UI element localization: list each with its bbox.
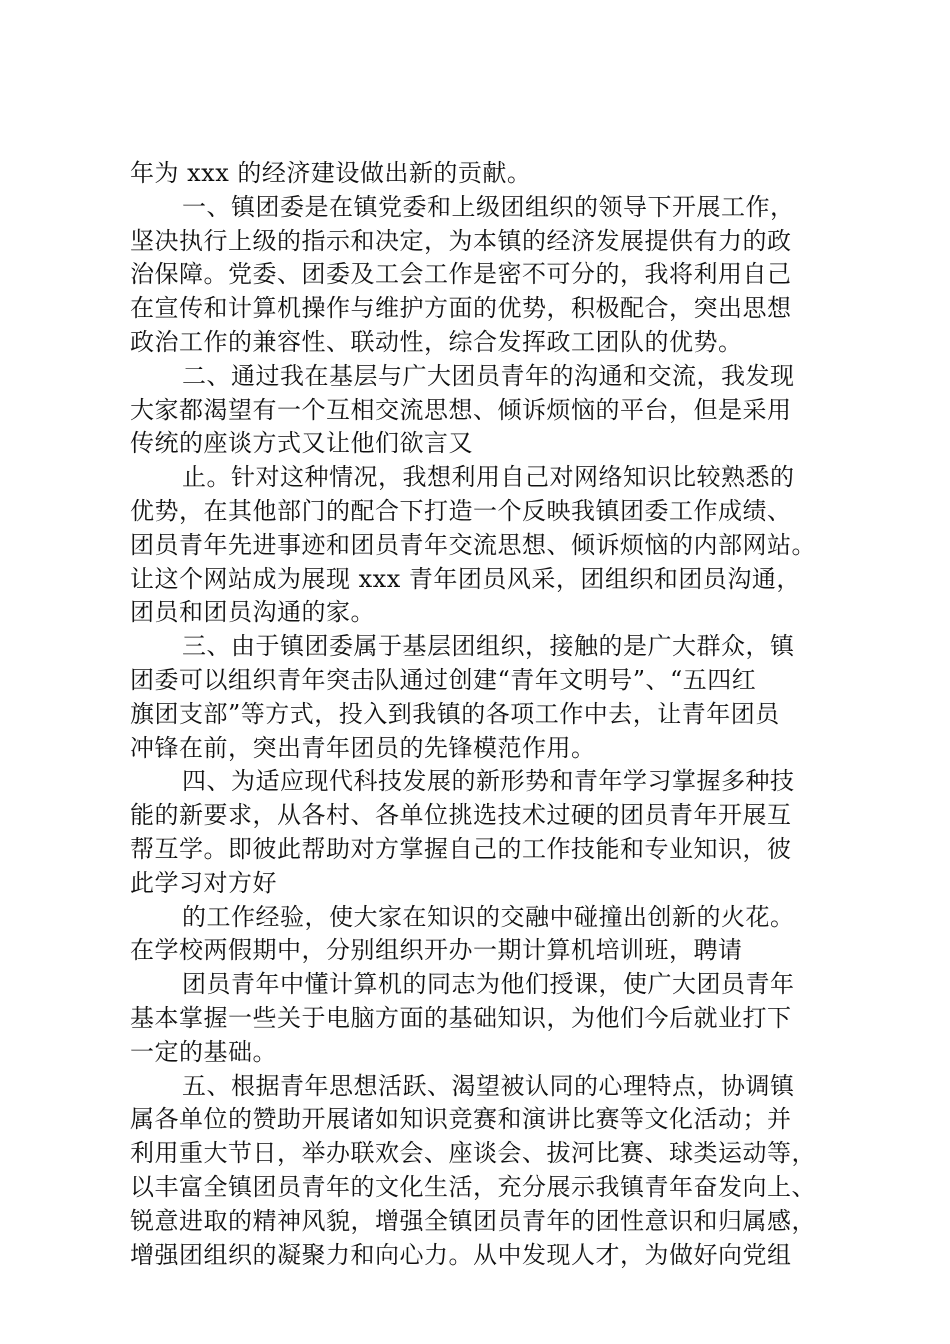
text-line: 以丰富全镇团员青年的文化生活，充分展示我镇青年奋发向上、 <box>130 1172 816 1201</box>
text-line: 让这个网站成为展现 xxx 青年团员风采，团组织和团员沟通， <box>130 564 801 593</box>
text-line: 能的新要求，从各村、各单位挑选技术过硬的团员青年开展互 <box>130 801 792 830</box>
text-line: 传统的座谈方式又让他们欲言又 <box>130 429 473 458</box>
text-line: 增强团组织的凝聚力和向心力。从中发现人才，为做好向党组 <box>130 1240 792 1269</box>
text-line: 四、为适应现代科技发展的新形势和青年学习掌握多种技 <box>182 767 795 796</box>
text-line: 此学习对方好 <box>130 868 277 897</box>
text-line: 帮互学。即彼此帮助对方掌握自己的工作技能和专业知识，彼 <box>130 834 792 863</box>
text-line: 一、镇团委是在镇党委和上级团组织的领导下开展工作， <box>182 192 795 221</box>
document-body <box>130 157 830 1272</box>
text-line: 在宣传和计算机操作与维护方面的优势，积极配合，突出思想 <box>130 294 792 323</box>
text-line: 一定的基础。 <box>130 1037 277 1066</box>
text-line: 止。针对这种情况，我想利用自己对网络知识比较熟悉的 <box>182 463 795 492</box>
text-line: 属各单位的赞助开展诸如知识竞赛和演讲比赛等文化活动；并 <box>130 1105 792 1134</box>
text-line: 团员和团员沟通的家。 <box>130 598 375 627</box>
text-line: 治保障。党委、团委及工会工作是密不可分的，我将利用自己 <box>130 260 792 289</box>
text-line: 冲锋在前，突出青年团员的先锋模范作用。 <box>130 733 596 762</box>
text-line: 团员青年中懂计算机的同志为他们授课，使广大团员青年 <box>182 970 795 999</box>
text-line: 五、根据青年思想活跃、渴望被认同的心理特点，协调镇 <box>182 1071 795 1100</box>
text-line: 二、通过我在基层与广大团员青年的沟通和交流，我发现 <box>182 361 795 390</box>
text-line: 坚决执行上级的指示和决定，为本镇的经济发展提供有力的政 <box>130 226 792 255</box>
text-line: 年为 xxx 的经济建设做出新的贡献。 <box>130 159 532 187</box>
text-line: 基本掌握一些关于电脑方面的基础知识，为他们今后就业打下 <box>130 1003 792 1032</box>
text-line: 团委可以组织青年突击队通过创建“青年文明号”、“五四红 <box>130 665 757 694</box>
text-line: 旗团支部”等方式，投入到我镇的各项工作中去，让青年团员 <box>130 699 780 728</box>
text-line: 在学校两假期中，分别组织开办一期计算机培训班，聘请 <box>130 936 743 965</box>
text-line: 三、由于镇团委属于基层团组织，接触的是广大群众，镇 <box>182 632 795 661</box>
text-line: 的工作经验，使大家在知识的交融中碰撞出创新的火花。 <box>182 902 795 931</box>
text-line: 大家都渴望有一个互相交流思想、倾诉烦恼的平台，但是采用 <box>130 395 792 424</box>
text-line: 优势，在其他部门的配合下打造一个反映我镇团委工作成绩、 <box>130 496 792 525</box>
text-line: 团员青年先进事迹和团员青年交流思想、倾诉烦恼的内部网站。 <box>130 530 816 559</box>
text-line: 锐意进取的精神风貌，增强全镇团员青年的团性意识和归属感， <box>130 1206 816 1235</box>
text-line: 政治工作的兼容性、联动性，综合发挥政工团队的优势。 <box>130 327 743 356</box>
text-line: 利用重大节日，举办联欢会、座谈会、拔河比赛、球类运动等， <box>130 1139 816 1168</box>
